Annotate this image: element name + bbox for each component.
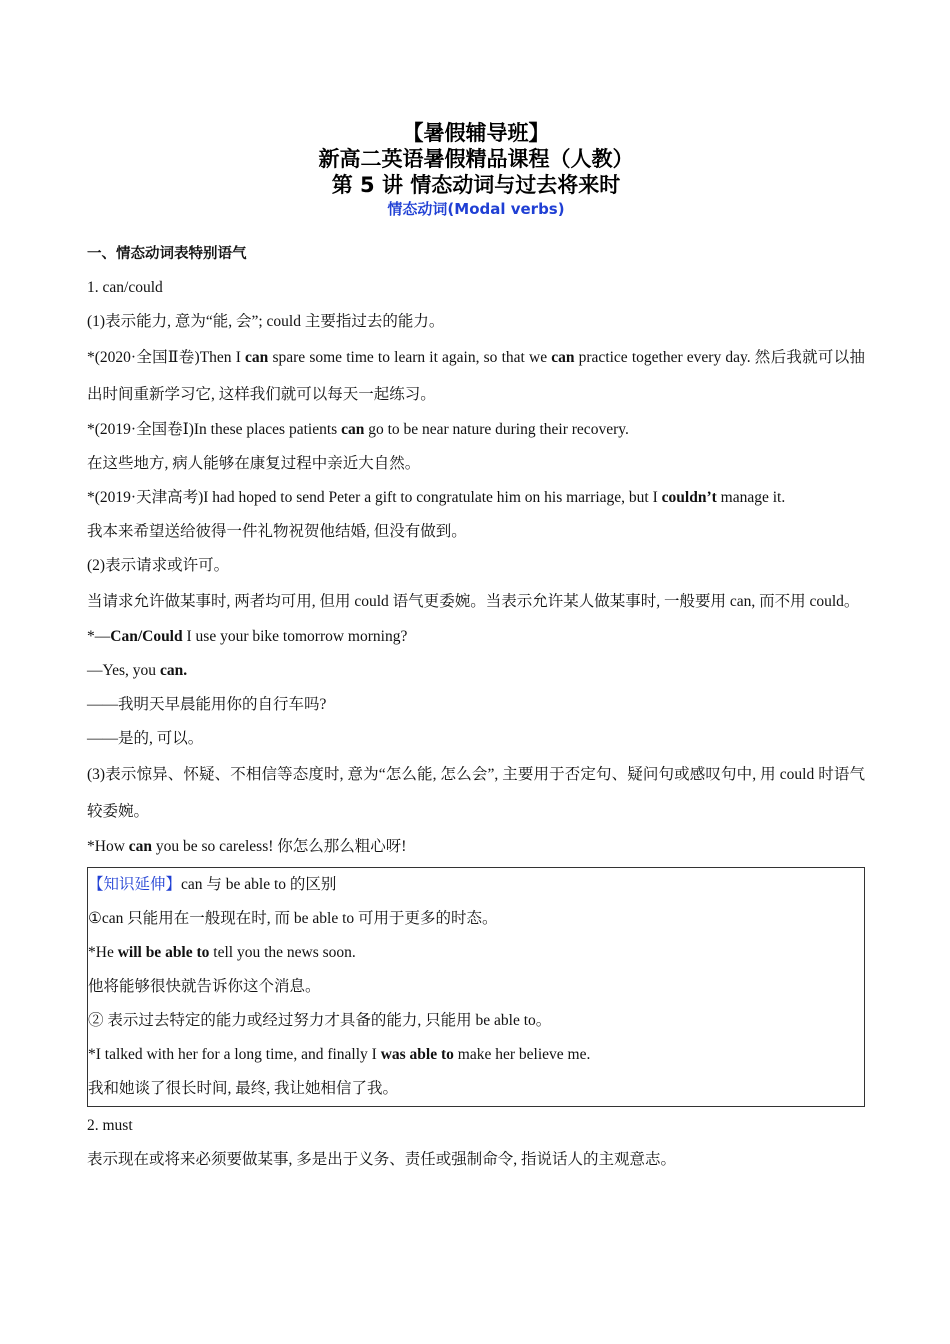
box-point-2: ② 表示过去特定的能力或经过努力才具备的能力, 只能用 be able to。 [88,1012,552,1029]
example-2019-b: *(2019·天津高考)I had hoped to send Peter a gift to congratulate him on his marriage, but I couldn’t manage it. [87,489,786,506]
example-careless: *How can you be so careless! 你怎么那么粗心呀! [87,838,407,855]
paragraph-request: (2)表示请求或许可。 [87,557,230,574]
paragraph-request-text: 当请求允许做某事时, 两者均可用, 但用 could 语气更委婉。当表示允许某人做某事时, 一般要用 can, 而不用 could。 [87,593,860,610]
example-2019-b-translation: 我本来希望送给彼得一件礼物祝贺他结婚, 但没有做到。 [87,523,467,540]
subtitle: 情态动词(Modal verbs) [387,200,565,218]
title-line-3: 第 5 讲 情态动词与过去将来时 [331,173,621,197]
box-example-1: *He will be able to tell you the news soon. [88,944,356,961]
dialog-answer-translation: ——是的, 可以。 [87,730,204,747]
knowledge-extension-box [87,867,865,1107]
box-example-2: *I talked with her for a long time, and finally I was able to make her believe me. [88,1046,591,1063]
item-title-must: 2. must [87,1117,133,1134]
box-point-1: ①can 只能用在一般现在时, 而 be able to 可用于更多的时态。 [88,910,498,927]
dialog-question: *—Can/Could I use your bike tomorrow morning? [87,628,408,645]
box-example-1-translation: 他将能够很快就告诉你这个消息。 [88,978,321,995]
example-2019-a: *(2019·全国卷Ⅰ)In these places patients can go to be near nature during their recovery. [87,421,629,438]
paragraph-ability: (1)表示能力, 意为“能, 会”; could 主要指过去的能力。 [87,313,445,330]
example-2020: *(2020·全国Ⅱ卷)Then I can spare some time to learn it again, so that we can practice together every day. 然后我就可以抽出时间重新学习它, 这样我们就可以每天一起练习。 [87,349,866,403]
title-line-1: 【暑假辅导班】 [402,121,550,145]
box-tag: 【知识延伸】 [88,876,182,893]
title-line-2: 新高二英语暑假精品课程（人教） [318,147,634,171]
example-2019-a-translation: 在这些地方, 病人能够在康复过程中亲近大自然。 [87,455,421,472]
paragraph-surprise: (3)表示惊异、怀疑、不相信等态度时, 意为“怎么能, 怎么会”, 主要用于否定句、疑问句或感叹句中, 用 could 时语气较委婉。 [87,766,865,820]
paragraph-must: 表示现在或将来必须要做某事, 多是出于义务、责任或强制命令, 指说话人的主观意志。 [87,1151,677,1168]
dialog-answer: —Yes, you can. [87,662,188,679]
box-example-2-translation: 我和她谈了很长时间, 最终, 我让她相信了我。 [88,1080,399,1097]
document-page [87,120,865,1177]
box-title: 【知识延伸】can 与 be able to 的区别 [88,876,337,893]
title-block [87,120,865,220]
dialog-question-translation: ——我明天早晨能用你的自行车吗? [87,696,327,713]
item-title-can-could: 1. can/could [87,279,163,296]
section-heading-1: 一、情态动词表特别语气 [87,246,247,262]
